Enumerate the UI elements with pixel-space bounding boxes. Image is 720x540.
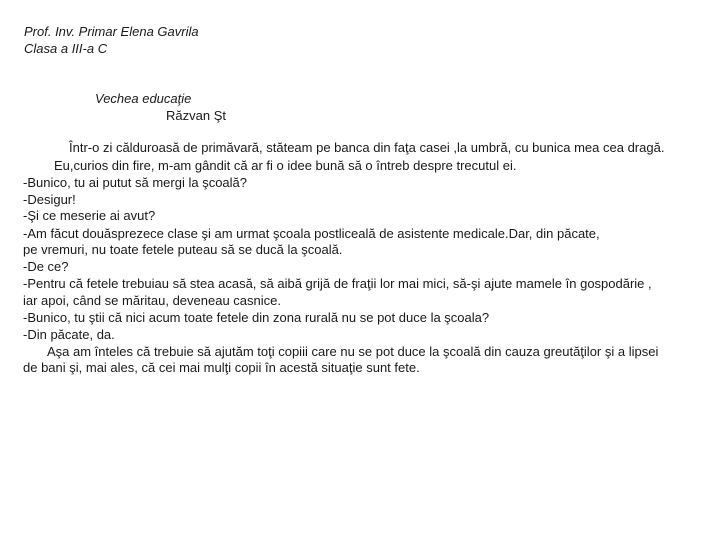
author-line: Prof. Inv. Primar Elena Gavrila xyxy=(24,24,199,39)
paragraph-line: Aşa am înteles că trebuie să ajutăm toţi copiii care nu se pot duce la şcoală din cauza greutăţilor şi a lipsei xyxy=(47,344,659,359)
paragraph-line: Eu,curios din fire, m-am gândit că ar fi o idee bună să o întreb despre trecutul ei. xyxy=(54,158,517,173)
story-byline: Răzvan Şt xyxy=(166,108,226,123)
dialogue-line: pe vremuri, nu toate fetele puteau să se ducă la şcoală. xyxy=(23,242,343,257)
dialogue-line: -Bunico, tu ştii că nici acum toate fetele din zona rurală nu se pot duce la şcoala? xyxy=(23,310,490,325)
class-line: Clasa a III-a C xyxy=(24,41,108,56)
dialogue-line: -Bunico, tu ai putut să mergi la şcoală? xyxy=(23,175,248,190)
dialogue-line: -Şi ce meserie ai avut? xyxy=(23,208,156,223)
dialogue-line: -Desigur! xyxy=(23,192,76,207)
dialogue-line: -Din păcate, da. xyxy=(23,327,115,342)
paragraph-line: de bani şi, mai ales, că cei mai mulţi copii în acestă situaţie sunt fete. xyxy=(23,360,420,375)
dialogue-line: iar apoi, când se măritau, deveneau casnice. xyxy=(23,293,281,308)
paragraph-line: Într-o zi călduroasă de primăvară, stăteam pe banca din faţa casei ,la umbră, cu bunica mea cea dragă. xyxy=(69,140,665,155)
dialogue-line: -Pentru că fetele trebuiau să stea acasă, să aibă grijă de fraţii lor mai mici, să-şi ajute mamele în gospodărie , xyxy=(23,276,652,291)
dialogue-line: -De ce? xyxy=(23,259,69,274)
dialogue-line: -Am făcut douăsprezece clase şi am urmat şcoala postliceală de asistente medicale.Dar, din păcate, xyxy=(23,226,600,241)
story-title: Vechea educaţie xyxy=(95,91,192,106)
